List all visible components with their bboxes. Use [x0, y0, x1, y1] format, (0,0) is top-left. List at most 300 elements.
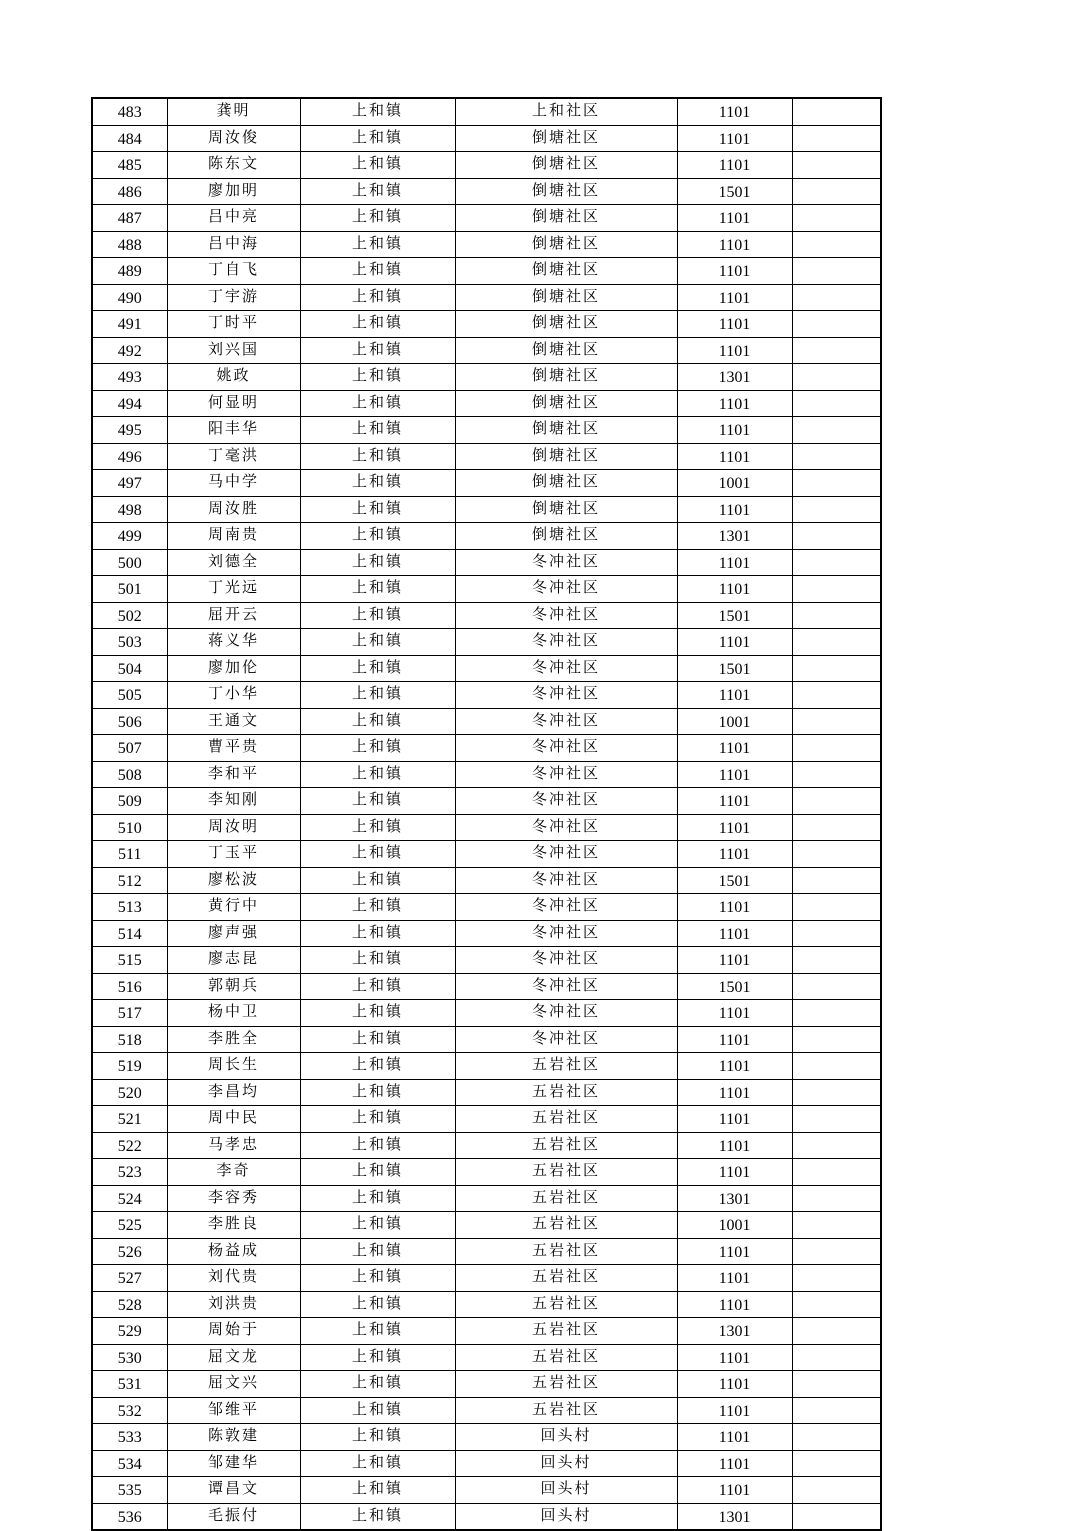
community-cell: 冬冲社区	[455, 1026, 677, 1053]
row-number-cell: 536	[92, 1503, 167, 1530]
remark-cell	[792, 1397, 881, 1424]
code-cell: 1101	[677, 98, 792, 125]
community-cell: 冬冲社区	[455, 576, 677, 603]
table-row	[92, 1159, 881, 1186]
name-cell: 屈文龙	[167, 1344, 300, 1371]
community-cell: 冬冲社区	[455, 735, 677, 762]
table-row	[92, 1238, 881, 1265]
code-cell: 1101	[677, 920, 792, 947]
town-cell: 上和镇	[300, 576, 455, 603]
remark-cell	[792, 1106, 881, 1133]
roster-table-body	[92, 98, 881, 1530]
row-number-cell: 510	[92, 814, 167, 841]
community-cell: 冬冲社区	[455, 788, 677, 815]
community-cell: 回头村	[455, 1450, 677, 1477]
code-cell: 1101	[677, 443, 792, 470]
community-cell: 冬冲社区	[455, 629, 677, 656]
row-number-cell: 530	[92, 1344, 167, 1371]
town-cell: 上和镇	[300, 1106, 455, 1133]
code-cell: 1301	[677, 1318, 792, 1345]
table-row	[92, 549, 881, 576]
code-cell: 1101	[677, 894, 792, 921]
code-cell: 1001	[677, 470, 792, 497]
table-row	[92, 125, 881, 152]
row-number-cell: 521	[92, 1106, 167, 1133]
row-number-cell: 523	[92, 1159, 167, 1186]
code-cell: 1101	[677, 1477, 792, 1504]
row-number-cell: 498	[92, 496, 167, 523]
row-number-cell: 533	[92, 1424, 167, 1451]
name-cell: 廖加明	[167, 178, 300, 205]
remark-cell	[792, 337, 881, 364]
row-number-cell: 500	[92, 549, 167, 576]
town-cell: 上和镇	[300, 1371, 455, 1398]
name-cell: 廖加伦	[167, 655, 300, 682]
code-cell: 1101	[677, 841, 792, 868]
table-row	[92, 1397, 881, 1424]
table-row	[92, 1344, 881, 1371]
code-cell: 1501	[677, 973, 792, 1000]
row-number-cell: 511	[92, 841, 167, 868]
town-cell: 上和镇	[300, 867, 455, 894]
remark-cell	[792, 655, 881, 682]
table-row	[92, 788, 881, 815]
community-cell: 五岩社区	[455, 1159, 677, 1186]
community-cell: 倒塘社区	[455, 205, 677, 232]
name-cell: 吕中亮	[167, 205, 300, 232]
row-number-cell: 528	[92, 1291, 167, 1318]
code-cell: 1101	[677, 258, 792, 285]
name-cell: 廖声强	[167, 920, 300, 947]
name-cell: 郭朝兵	[167, 973, 300, 1000]
row-number-cell: 485	[92, 152, 167, 179]
town-cell: 上和镇	[300, 1159, 455, 1186]
remark-cell	[792, 152, 881, 179]
town-cell: 上和镇	[300, 1424, 455, 1451]
town-cell: 上和镇	[300, 390, 455, 417]
name-cell: 曹平贵	[167, 735, 300, 762]
row-number-cell: 529	[92, 1318, 167, 1345]
community-cell: 倒塘社区	[455, 337, 677, 364]
row-number-cell: 496	[92, 443, 167, 470]
community-cell: 五岩社区	[455, 1212, 677, 1239]
remark-cell	[792, 98, 881, 125]
code-cell: 1301	[677, 1503, 792, 1530]
community-cell: 冬冲社区	[455, 894, 677, 921]
name-cell: 何显明	[167, 390, 300, 417]
row-number-cell: 512	[92, 867, 167, 894]
remark-cell	[792, 788, 881, 815]
code-cell: 1101	[677, 152, 792, 179]
town-cell: 上和镇	[300, 364, 455, 391]
town-cell: 上和镇	[300, 708, 455, 735]
row-number-cell: 519	[92, 1053, 167, 1080]
table-row	[92, 1212, 881, 1239]
town-cell: 上和镇	[300, 417, 455, 444]
name-cell: 丁光远	[167, 576, 300, 603]
code-cell: 1101	[677, 417, 792, 444]
town-cell: 上和镇	[300, 125, 455, 152]
remark-cell	[792, 576, 881, 603]
town-cell: 上和镇	[300, 1344, 455, 1371]
town-cell: 上和镇	[300, 549, 455, 576]
town-cell: 上和镇	[300, 1450, 455, 1477]
table-row	[92, 523, 881, 550]
remark-cell	[792, 682, 881, 709]
name-cell: 廖志昆	[167, 947, 300, 974]
table-row	[92, 973, 881, 1000]
community-cell: 五岩社区	[455, 1238, 677, 1265]
community-cell: 冬冲社区	[455, 841, 677, 868]
community-cell: 冬冲社区	[455, 973, 677, 1000]
community-cell: 五岩社区	[455, 1185, 677, 1212]
community-cell: 倒塘社区	[455, 390, 677, 417]
code-cell: 1101	[677, 1344, 792, 1371]
town-cell: 上和镇	[300, 1079, 455, 1106]
name-cell: 马中学	[167, 470, 300, 497]
table-row	[92, 205, 881, 232]
table-row	[92, 1503, 881, 1530]
name-cell: 姚政	[167, 364, 300, 391]
name-cell: 屈开云	[167, 602, 300, 629]
name-cell: 邹建华	[167, 1450, 300, 1477]
remark-cell	[792, 867, 881, 894]
name-cell: 周汝胜	[167, 496, 300, 523]
town-cell: 上和镇	[300, 814, 455, 841]
remark-cell	[792, 629, 881, 656]
table-row	[92, 1132, 881, 1159]
remark-cell	[792, 1053, 881, 1080]
community-cell: 冬冲社区	[455, 920, 677, 947]
remark-cell	[792, 284, 881, 311]
remark-cell	[792, 125, 881, 152]
town-cell: 上和镇	[300, 337, 455, 364]
table-row	[92, 682, 881, 709]
row-number-cell: 531	[92, 1371, 167, 1398]
community-cell: 倒塘社区	[455, 178, 677, 205]
table-row	[92, 231, 881, 258]
code-cell: 1101	[677, 814, 792, 841]
table-row	[92, 178, 881, 205]
table-row	[92, 894, 881, 921]
row-number-cell: 513	[92, 894, 167, 921]
row-number-cell: 532	[92, 1397, 167, 1424]
town-cell: 上和镇	[300, 311, 455, 338]
code-cell: 1101	[677, 1159, 792, 1186]
table-row	[92, 708, 881, 735]
table-row	[92, 364, 881, 391]
name-cell: 丁毫洪	[167, 443, 300, 470]
row-number-cell: 524	[92, 1185, 167, 1212]
name-cell: 杨益成	[167, 1238, 300, 1265]
roster-table	[91, 97, 882, 1531]
table-row	[92, 443, 881, 470]
table-row	[92, 761, 881, 788]
table-row	[92, 1000, 881, 1027]
remark-cell	[792, 390, 881, 417]
town-cell: 上和镇	[300, 655, 455, 682]
community-cell: 回头村	[455, 1503, 677, 1530]
name-cell: 周始于	[167, 1318, 300, 1345]
code-cell: 1501	[677, 867, 792, 894]
remark-cell	[792, 1318, 881, 1345]
community-cell: 冬冲社区	[455, 602, 677, 629]
table-row	[92, 867, 881, 894]
name-cell: 蒋义华	[167, 629, 300, 656]
table-row	[92, 258, 881, 285]
name-cell: 邹维平	[167, 1397, 300, 1424]
town-cell: 上和镇	[300, 1000, 455, 1027]
table-row	[92, 496, 881, 523]
remark-cell	[792, 1371, 881, 1398]
name-cell: 杨中卫	[167, 1000, 300, 1027]
town-cell: 上和镇	[300, 98, 455, 125]
remark-cell	[792, 1212, 881, 1239]
remark-cell	[792, 1291, 881, 1318]
name-cell: 刘洪贵	[167, 1291, 300, 1318]
remark-cell	[792, 258, 881, 285]
row-number-cell: 494	[92, 390, 167, 417]
town-cell: 上和镇	[300, 205, 455, 232]
code-cell: 1101	[677, 1053, 792, 1080]
table-row	[92, 629, 881, 656]
town-cell: 上和镇	[300, 470, 455, 497]
code-cell: 1101	[677, 311, 792, 338]
town-cell: 上和镇	[300, 152, 455, 179]
remark-cell	[792, 814, 881, 841]
town-cell: 上和镇	[300, 1397, 455, 1424]
row-number-cell: 483	[92, 98, 167, 125]
row-number-cell: 515	[92, 947, 167, 974]
name-cell: 陈东文	[167, 152, 300, 179]
name-cell: 丁自飞	[167, 258, 300, 285]
remark-cell	[792, 470, 881, 497]
code-cell: 1101	[677, 1000, 792, 1027]
table-row	[92, 947, 881, 974]
town-cell: 上和镇	[300, 894, 455, 921]
community-cell: 冬冲社区	[455, 761, 677, 788]
remark-cell	[792, 1477, 881, 1504]
town-cell: 上和镇	[300, 231, 455, 258]
community-cell: 冬冲社区	[455, 867, 677, 894]
code-cell: 1101	[677, 1026, 792, 1053]
name-cell: 李胜全	[167, 1026, 300, 1053]
remark-cell	[792, 735, 881, 762]
name-cell: 周汝俊	[167, 125, 300, 152]
remark-cell	[792, 1132, 881, 1159]
name-cell: 李和平	[167, 761, 300, 788]
code-cell: 1101	[677, 125, 792, 152]
code-cell: 1101	[677, 947, 792, 974]
remark-cell	[792, 364, 881, 391]
table-row	[92, 576, 881, 603]
remark-cell	[792, 761, 881, 788]
row-number-cell: 502	[92, 602, 167, 629]
table-row	[92, 1185, 881, 1212]
remark-cell	[792, 496, 881, 523]
remark-cell	[792, 1344, 881, 1371]
row-number-cell: 501	[92, 576, 167, 603]
town-cell: 上和镇	[300, 1265, 455, 1292]
code-cell: 1101	[677, 1291, 792, 1318]
remark-cell	[792, 443, 881, 470]
remark-cell	[792, 920, 881, 947]
remark-cell	[792, 947, 881, 974]
community-cell: 上和社区	[455, 98, 677, 125]
row-number-cell: 517	[92, 1000, 167, 1027]
row-number-cell: 508	[92, 761, 167, 788]
table-row	[92, 284, 881, 311]
row-number-cell: 527	[92, 1265, 167, 1292]
community-cell: 五岩社区	[455, 1053, 677, 1080]
community-cell: 五岩社区	[455, 1265, 677, 1292]
remark-cell	[792, 1185, 881, 1212]
name-cell: 毛振付	[167, 1503, 300, 1530]
remark-cell	[792, 231, 881, 258]
table-row	[92, 337, 881, 364]
name-cell: 马孝忠	[167, 1132, 300, 1159]
row-number-cell: 492	[92, 337, 167, 364]
community-cell: 回头村	[455, 1477, 677, 1504]
community-cell: 倒塘社区	[455, 152, 677, 179]
code-cell: 1101	[677, 1238, 792, 1265]
row-number-cell: 505	[92, 682, 167, 709]
row-number-cell: 534	[92, 1450, 167, 1477]
code-cell: 1501	[677, 655, 792, 682]
community-cell: 倒塘社区	[455, 284, 677, 311]
table-row	[92, 1026, 881, 1053]
community-cell: 倒塘社区	[455, 125, 677, 152]
name-cell: 丁宇游	[167, 284, 300, 311]
name-cell: 周南贵	[167, 523, 300, 550]
name-cell: 刘兴国	[167, 337, 300, 364]
name-cell: 李昌均	[167, 1079, 300, 1106]
row-number-cell: 493	[92, 364, 167, 391]
code-cell: 1101	[677, 284, 792, 311]
row-number-cell: 522	[92, 1132, 167, 1159]
town-cell: 上和镇	[300, 735, 455, 762]
town-cell: 上和镇	[300, 973, 455, 1000]
remark-cell	[792, 1424, 881, 1451]
name-cell: 屈文兴	[167, 1371, 300, 1398]
community-cell: 五岩社区	[455, 1132, 677, 1159]
name-cell: 丁玉平	[167, 841, 300, 868]
table-row	[92, 655, 881, 682]
remark-cell	[792, 602, 881, 629]
name-cell: 阳丰华	[167, 417, 300, 444]
remark-cell	[792, 1159, 881, 1186]
community-cell: 五岩社区	[455, 1318, 677, 1345]
code-cell: 1001	[677, 1212, 792, 1239]
town-cell: 上和镇	[300, 1291, 455, 1318]
row-number-cell: 526	[92, 1238, 167, 1265]
row-number-cell: 525	[92, 1212, 167, 1239]
name-cell: 周汝明	[167, 814, 300, 841]
row-number-cell: 488	[92, 231, 167, 258]
name-cell: 黄行中	[167, 894, 300, 921]
remark-cell	[792, 1238, 881, 1265]
name-cell: 丁时平	[167, 311, 300, 338]
remark-cell	[792, 549, 881, 576]
town-cell: 上和镇	[300, 1477, 455, 1504]
town-cell: 上和镇	[300, 1132, 455, 1159]
table-row	[92, 1106, 881, 1133]
community-cell: 倒塘社区	[455, 496, 677, 523]
town-cell: 上和镇	[300, 920, 455, 947]
table-row	[92, 98, 881, 125]
table-row	[92, 735, 881, 762]
town-cell: 上和镇	[300, 841, 455, 868]
code-cell: 1101	[677, 682, 792, 709]
row-number-cell: 509	[92, 788, 167, 815]
code-cell: 1101	[677, 1450, 792, 1477]
name-cell: 李知刚	[167, 788, 300, 815]
row-number-cell: 503	[92, 629, 167, 656]
remark-cell	[792, 841, 881, 868]
community-cell: 倒塘社区	[455, 470, 677, 497]
table-row	[92, 1450, 881, 1477]
table-row	[92, 814, 881, 841]
code-cell: 1101	[677, 1106, 792, 1133]
community-cell: 冬冲社区	[455, 814, 677, 841]
name-cell: 李奇	[167, 1159, 300, 1186]
table-row	[92, 602, 881, 629]
community-cell: 冬冲社区	[455, 655, 677, 682]
code-cell: 1501	[677, 178, 792, 205]
town-cell: 上和镇	[300, 947, 455, 974]
name-cell: 刘德全	[167, 549, 300, 576]
community-cell: 五岩社区	[455, 1291, 677, 1318]
row-number-cell: 520	[92, 1079, 167, 1106]
community-cell: 倒塘社区	[455, 231, 677, 258]
town-cell: 上和镇	[300, 629, 455, 656]
table-row	[92, 417, 881, 444]
name-cell: 龚明	[167, 98, 300, 125]
remark-cell	[792, 1265, 881, 1292]
town-cell: 上和镇	[300, 1318, 455, 1345]
community-cell: 冬冲社区	[455, 947, 677, 974]
remark-cell	[792, 1079, 881, 1106]
table-row	[92, 1477, 881, 1504]
town-cell: 上和镇	[300, 761, 455, 788]
code-cell: 1101	[677, 231, 792, 258]
row-number-cell: 489	[92, 258, 167, 285]
table-row	[92, 152, 881, 179]
community-cell: 冬冲社区	[455, 549, 677, 576]
remark-cell	[792, 894, 881, 921]
name-cell: 陈敦建	[167, 1424, 300, 1451]
code-cell: 1101	[677, 1371, 792, 1398]
code-cell: 1501	[677, 602, 792, 629]
table-row	[92, 841, 881, 868]
town-cell: 上和镇	[300, 443, 455, 470]
table-row	[92, 1079, 881, 1106]
table-row	[92, 1371, 881, 1398]
remark-cell	[792, 205, 881, 232]
code-cell: 1101	[677, 629, 792, 656]
row-number-cell: 535	[92, 1477, 167, 1504]
row-number-cell: 490	[92, 284, 167, 311]
row-number-cell: 487	[92, 205, 167, 232]
community-cell: 冬冲社区	[455, 708, 677, 735]
table-row	[92, 1265, 881, 1292]
table-row	[92, 1291, 881, 1318]
code-cell: 1101	[677, 1079, 792, 1106]
town-cell: 上和镇	[300, 1185, 455, 1212]
name-cell: 李容秀	[167, 1185, 300, 1212]
row-number-cell: 497	[92, 470, 167, 497]
community-cell: 倒塘社区	[455, 311, 677, 338]
